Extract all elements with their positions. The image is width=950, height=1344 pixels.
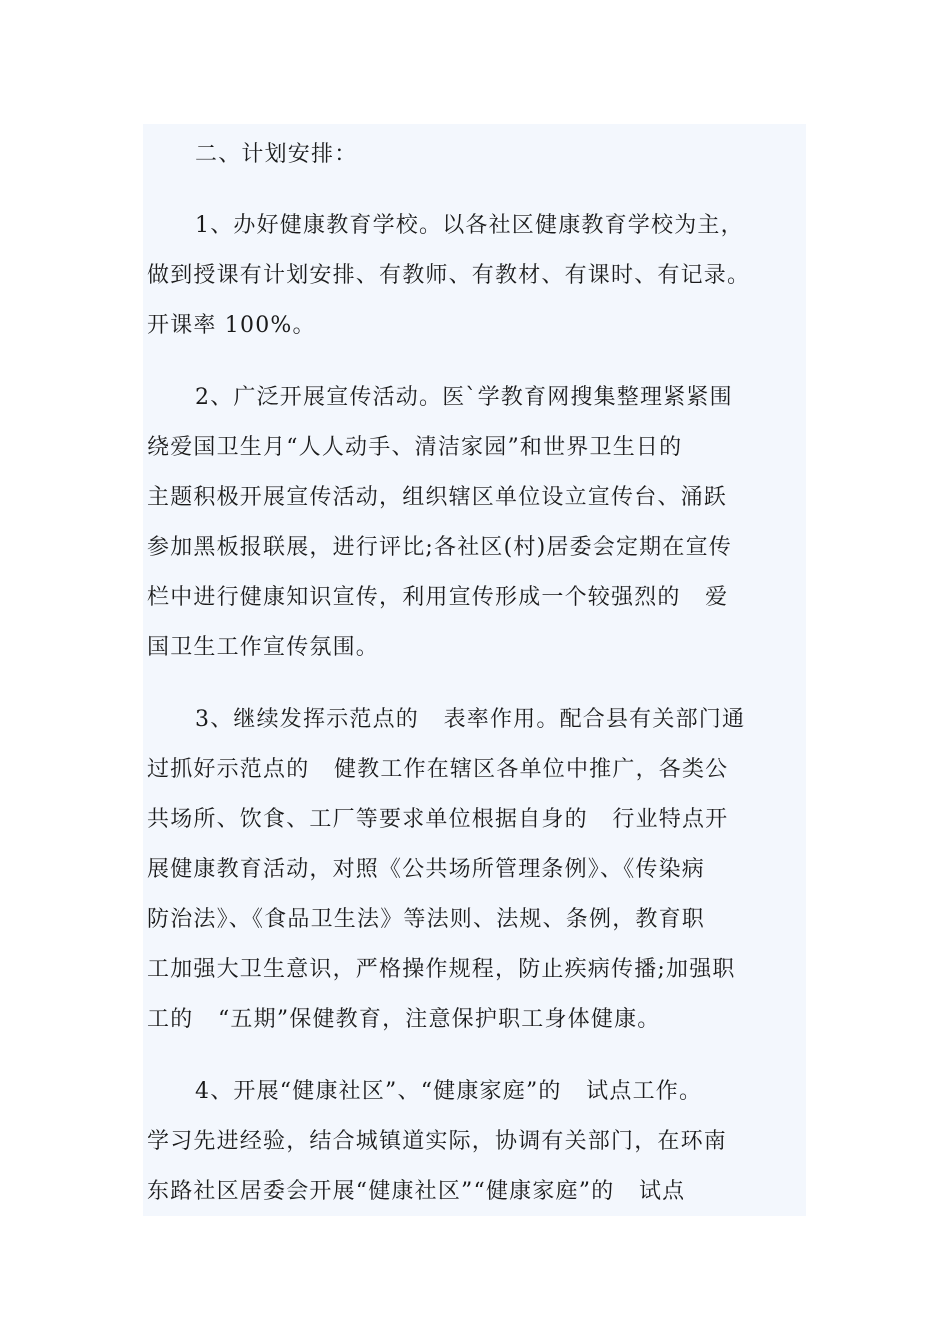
paragraph-1-line-3: 开课率 100%。 — [147, 313, 316, 338]
paragraph-2-line-2: 绕爱国卫生月“人人动手、清洁家园”和世界卫生日的 — [147, 435, 683, 460]
paragraph-1-line-2: 做到授课有计划安排、有教师、有教材、有课时、有记录。 — [147, 263, 751, 288]
paragraph-2-line-6: 国卫生工作宣传氛围。 — [147, 635, 380, 660]
paragraph-3-line-2: 过抓好示范点的 健教工作在辖区各单位中推广，各类公 — [147, 757, 729, 782]
paragraph-2-line-4: 参加黑板报联展，进行评比;各社区(村)居委会定期在宣传 — [147, 535, 732, 560]
paragraph-4-line-3: 东路社区居委会开展“健康社区”“健康家庭”的 试点 — [147, 1179, 686, 1204]
paragraph-3-line-3: 共场所、饮食、工厂等要求单位根据自身的 行业特点开 — [147, 807, 729, 832]
paragraph-3-line-1: 3、继续发挥示范点的 表率作用。配合县有关部门通 — [195, 707, 746, 732]
paragraph-3-line-6: 工加强大卫生意识，严格操作规程，防止疾病传播;加强职 — [147, 957, 736, 982]
paragraph-2-line-1: 2、广泛开展宣传活动。医`学教育网搜集整理紧紧围 — [195, 385, 733, 410]
paragraph-1-line-1: 1、办好健康教育学校。以各社区健康教育学校为主， — [195, 213, 744, 238]
paragraph-3-line-7: 工的 “五期”保健教育，注意保护职工身体健康。 — [147, 1007, 661, 1032]
paragraph-3-line-5: 防治法》、《食品卫生法》等法则、法规、条例，教育职 — [147, 907, 706, 932]
paragraph-3-line-4: 展健康教育活动，对照《公共场所管理条例》、《传染病 — [147, 857, 706, 882]
paragraph-2-line-5: 栏中进行健康知识宣传，利用宣传形成一个较强烈的 爱 — [147, 585, 729, 610]
paragraph-2-line-3: 主题积极开展宣传活动，组织辖区单位设立宣传台、涌跃 — [147, 485, 728, 510]
paragraph-4-line-2: 学习先进经验，结合城镇道实际，协调有关部门，在环南 — [147, 1129, 728, 1154]
paragraph-4-line-1: 4、开展“健康社区”、“健康家庭”的 试点工作。 — [195, 1079, 703, 1104]
section-heading: 二、计划安排： — [195, 142, 358, 167]
